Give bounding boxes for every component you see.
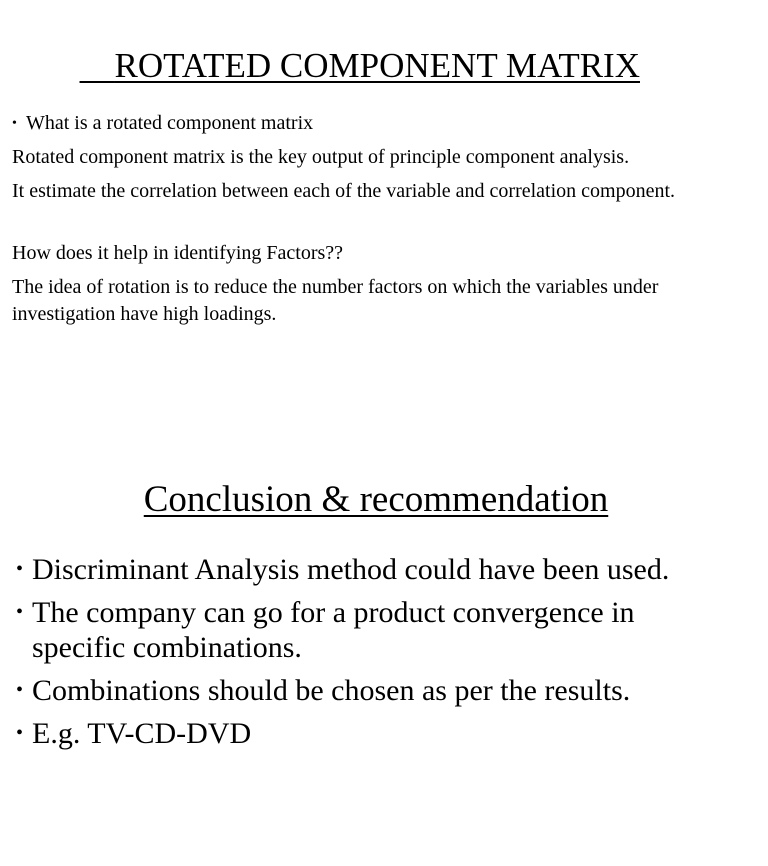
bullet-dot-icon: • — [16, 722, 24, 744]
bullet-item — [12, 110, 752, 137]
bullet-dot-icon: • — [16, 601, 24, 623]
list-item-text: Combinations should be chosen as per the results. — [32, 674, 631, 707]
list-item — [16, 673, 716, 708]
slide-body — [12, 110, 752, 335]
paragraph-correlation: It estimate the correlation between each of the variable and correlation component. — [12, 180, 676, 202]
list-item — [16, 716, 716, 751]
slide-title — [58, 46, 640, 86]
bullet-text: What is a rotated component matrix — [26, 112, 314, 134]
bullet-list — [16, 552, 716, 759]
bullet-dot-icon: • — [12, 116, 17, 131]
answer-text: The idea of rotation is to reduce the number factors on which the variables under investigation have high loadings. — [12, 276, 659, 325]
paragraph-definition: Rotated component matrix is the key output of principle component analysis. — [12, 146, 630, 168]
question-text: How does it help in identifying Factors?? — [12, 242, 344, 264]
list-item — [16, 595, 716, 665]
list-item-text: The company can go for a product convergence in specific combinations. — [32, 596, 635, 664]
list-item-text: E.g. TV-CD-DVD — [32, 717, 252, 750]
slide-title-text: ROTATED COMPONENT MATRIX — [114, 46, 640, 85]
bullet-dot-icon: • — [16, 558, 24, 580]
bullet-dot-icon: • — [16, 679, 24, 701]
slide-title: Conclusion & recommendation — [143, 479, 609, 520]
list-item — [16, 552, 716, 587]
list-item-text: Discriminant Analysis method could have been used. — [32, 553, 670, 586]
spacer — [12, 212, 752, 240]
slide-conclusion — [0, 440, 768, 866]
